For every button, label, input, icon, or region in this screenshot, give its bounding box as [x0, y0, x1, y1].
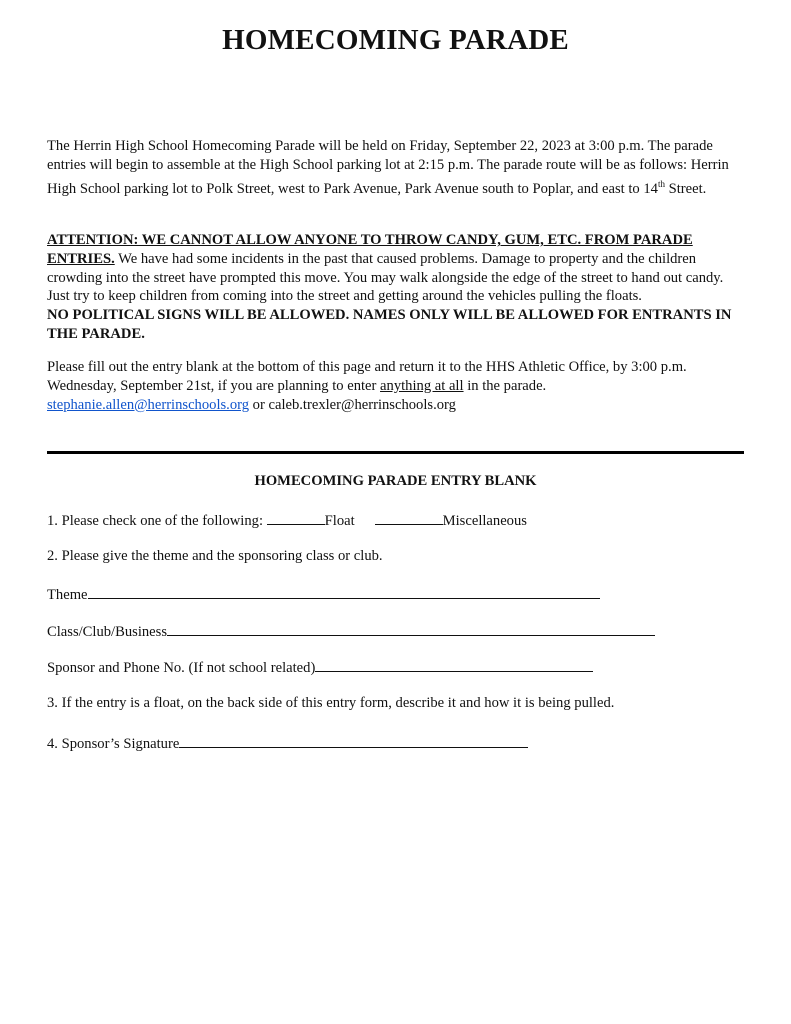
instructions-text: Please fill out the entry blank at the bottom of this page and return it to the HHS Athletic Office, by 3:00 p.m. Wednesday, September 21st, if you are planning to enter	[47, 359, 687, 394]
instructions-paragraph	[47, 358, 747, 414]
theme-label: Theme	[47, 587, 88, 603]
email-connector: or	[249, 396, 269, 413]
page-title: HOMECOMING PARADE	[222, 24, 569, 56]
anything-at-all-emphasis: anything at all	[380, 377, 464, 394]
signature-field[interactable]	[179, 733, 528, 748]
question-2-prompt: 2. Please give the theme and the sponsoring class or club.	[47, 548, 383, 564]
theme-row	[47, 584, 600, 604]
email-caleb: caleb.trexler@herrinschools.org	[268, 396, 456, 413]
class-club-field[interactable]	[167, 621, 655, 636]
miscellaneous-check-blank[interactable]	[375, 510, 443, 525]
question-1-prompt: 1. Please check one of the following:	[47, 513, 267, 529]
question-3	[47, 694, 614, 712]
float-option-label: Float	[324, 513, 355, 529]
question-1	[47, 510, 527, 530]
sponsor-phone-label: Sponsor and Phone No. (If not school related)	[47, 660, 316, 676]
intro-superscript: th	[657, 178, 665, 189]
attention-heading: ATTENTION: WE CANNOT ALLOW ANYONE TO THROW CANDY, GUM, ETC. FROM PARADE ENTRIES.	[47, 232, 693, 267]
intro-text: The Herrin High School Homecoming Parade will be held on Friday, September 22, 2023 at 3:00 p.m. The parade entries will begin to assemble at the High School parking lot at 2:15 p.m. The parade route will be as follows: Herrin High School parking lot to Polk Street, west to Park Avenue, Park Avenue south to Poplar, and east to 14	[47, 138, 729, 197]
theme-field[interactable]	[88, 584, 600, 599]
question-3-prompt: 3. If the entry is a float, on the back side of this entry form, describe it and how it is being pulled.	[47, 695, 615, 711]
intro-paragraph	[47, 137, 747, 198]
class-club-label: Class/Club/Business	[47, 624, 168, 640]
question-2	[47, 547, 383, 565]
attention-body: We have had some incidents in the past that caused problems. Damage to property and the children crowding into the street have prompted this move. You may walk alongside the edge of the street to hand out candy. Just try to keep children from coming into the street and getting around the vehicles pulling the floats.	[47, 250, 724, 305]
sponsor-phone-field[interactable]	[315, 657, 593, 672]
attention-paragraph	[47, 231, 747, 344]
email-link-stephanie[interactable]: stephanie.allen@herrinschools.org	[47, 396, 250, 413]
section-divider	[47, 451, 744, 454]
signature-row	[47, 733, 528, 753]
entry-blank-title: HOMECOMING PARADE ENTRY BLANK	[254, 473, 537, 489]
political-signs-notice: NO POLITICAL SIGNS WILL BE ALLOWED. NAMES ONLY WILL BE ALLOWED FOR ENTRANTS IN THE PARADE.	[47, 307, 732, 342]
intro-text-end: Street.	[664, 180, 707, 197]
instructions-text-end: in the parade.	[463, 377, 547, 394]
class-club-row	[47, 621, 655, 641]
miscellaneous-option-label: Miscellaneous	[442, 513, 527, 529]
signature-label: 4. Sponsor’s Signature	[47, 736, 180, 752]
sponsor-phone-row	[47, 657, 593, 677]
float-check-blank[interactable]	[267, 510, 325, 525]
